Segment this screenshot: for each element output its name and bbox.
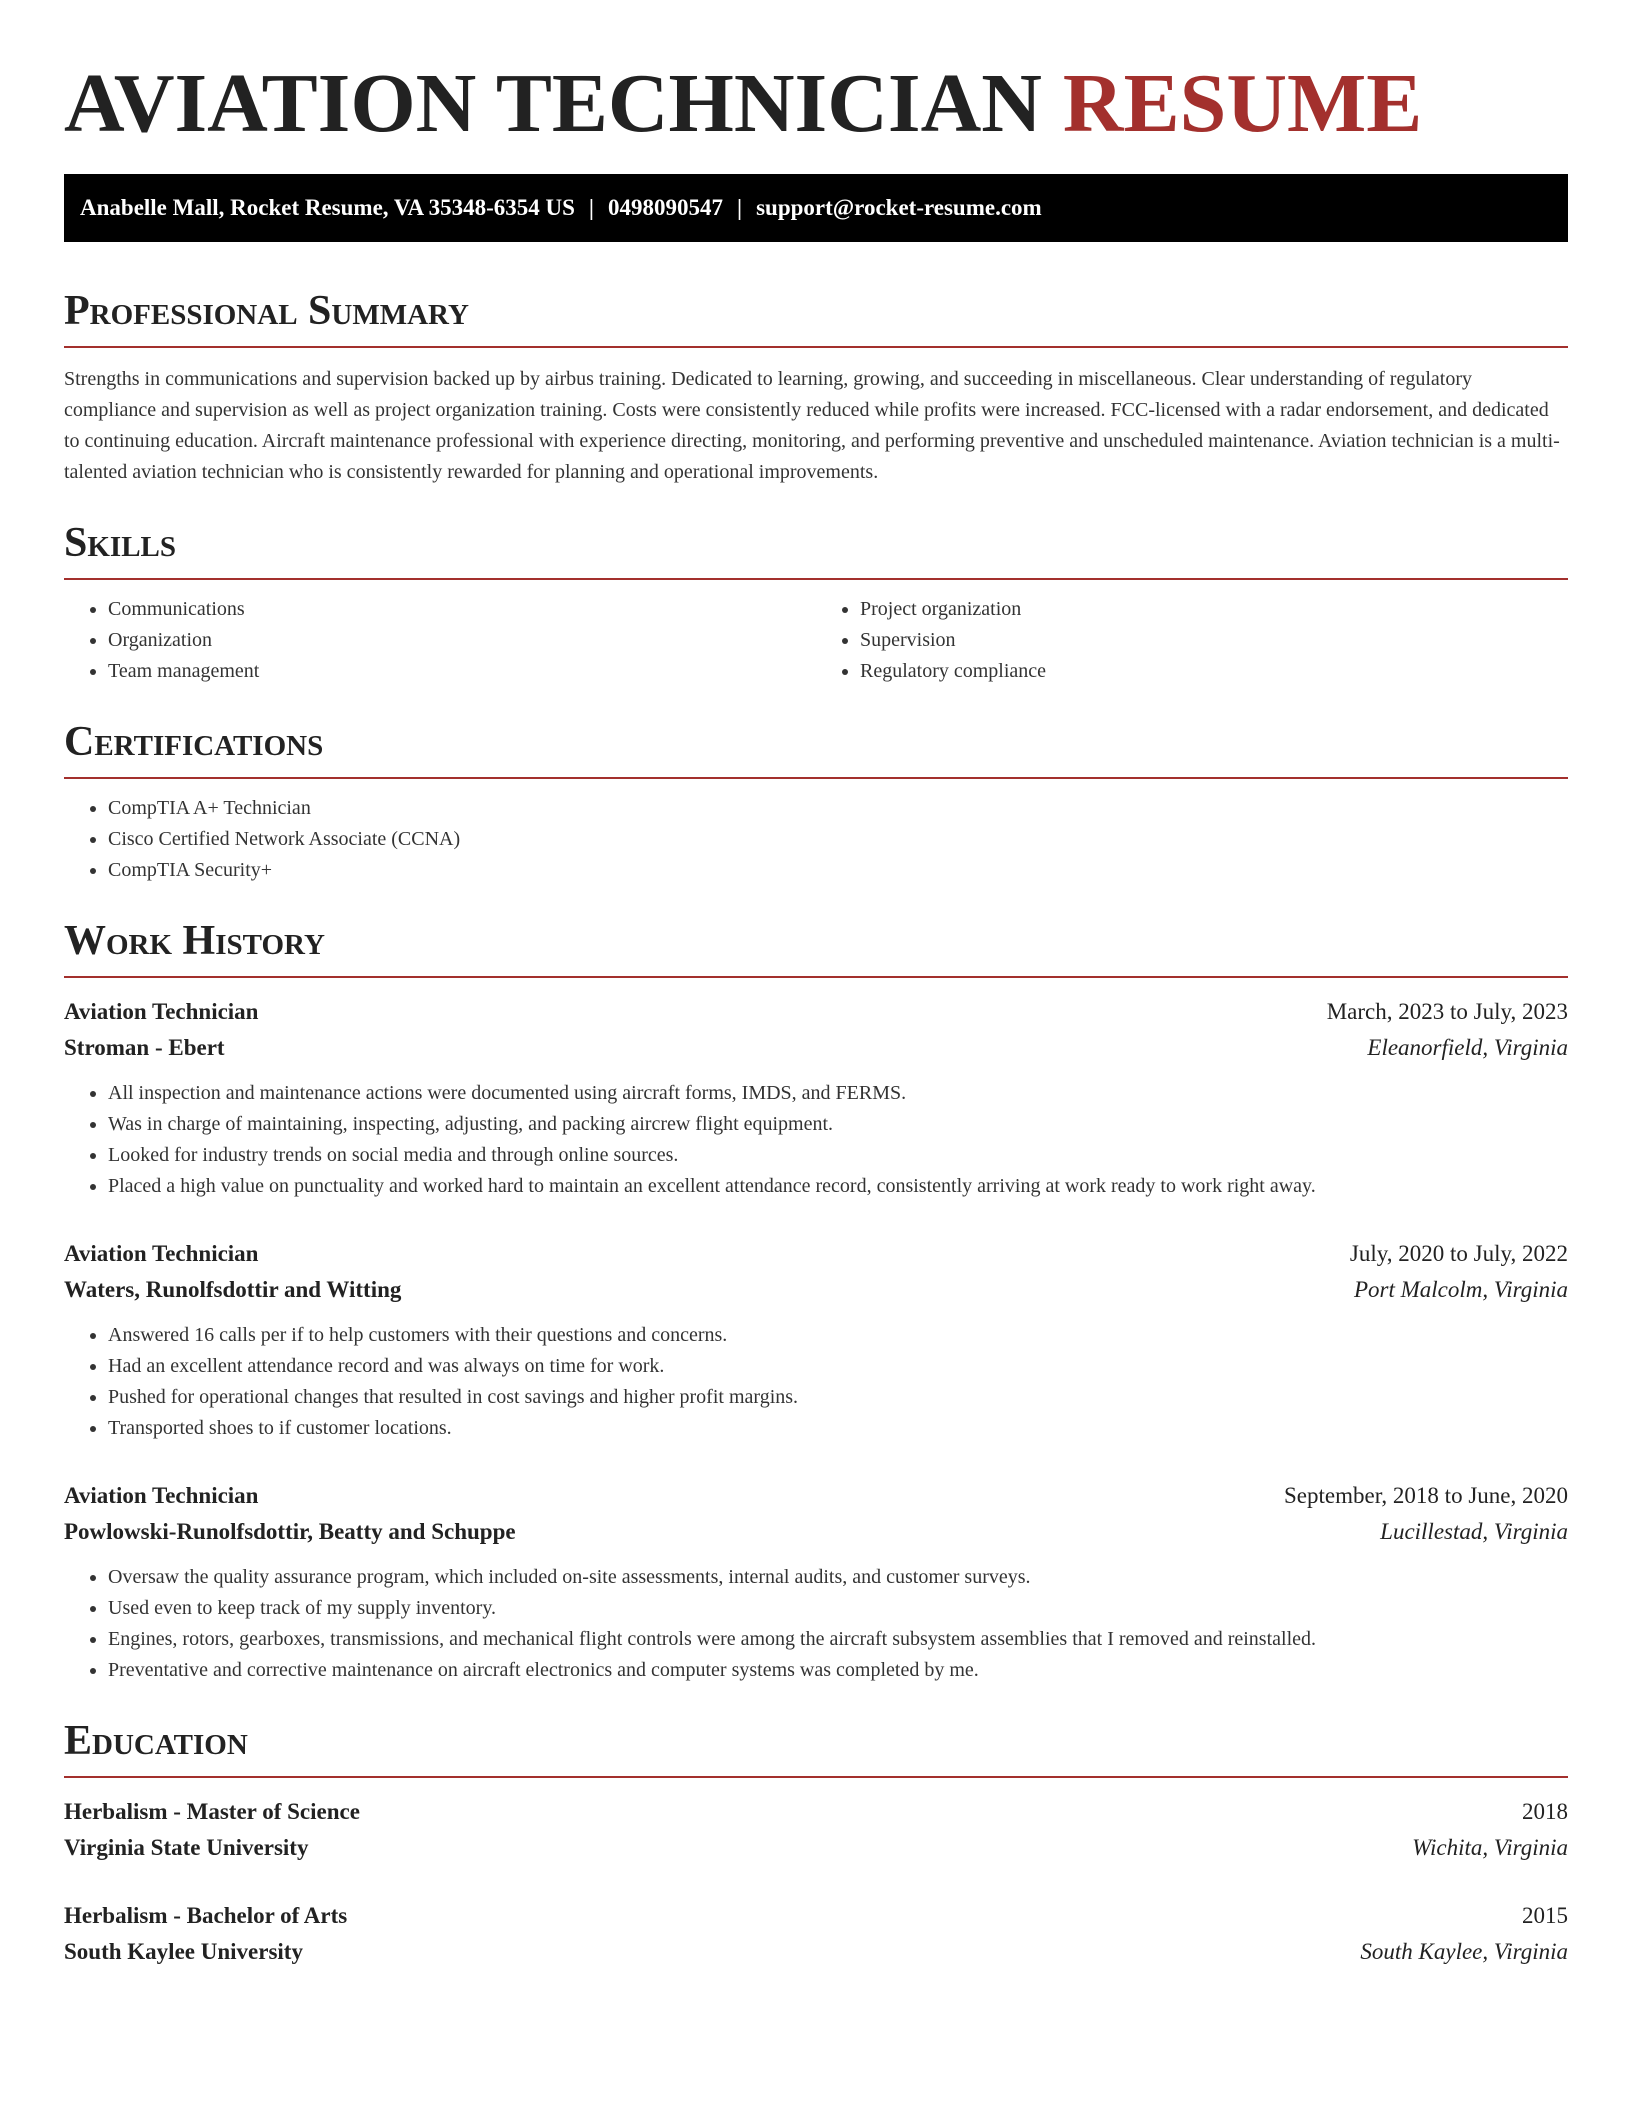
job-location: Port Malcolm, Virginia [1353, 1277, 1568, 1302]
education-degree: Herbalism - Master of Science [64, 1799, 360, 1824]
section-heading: Education [64, 1716, 1568, 1778]
section-heading: Work History [64, 916, 1568, 978]
certification-item: • Cisco Certified Network Associate (CCNA) [108, 824, 1568, 855]
education-school: South Kaylee University [64, 1939, 303, 1964]
skill-item: • Communications [108, 594, 816, 625]
education-location: Wichita, Virginia [1412, 1835, 1568, 1860]
education-degree-row [64, 1898, 1568, 1934]
certifications-section [64, 717, 1568, 886]
job-bullet: • Placed a high value on punctuality and worked hard to maintain an excellent attendance record, consistently arriving at work ready to work right away. [108, 1171, 1568, 1202]
education-degree-row [64, 1794, 1568, 1830]
education-entry [64, 1898, 1568, 1970]
job-header-row [64, 994, 1568, 1030]
job-dates: March, 2023 to July, 2023 [1326, 999, 1568, 1024]
job-company-row [64, 1514, 1568, 1550]
section-heading: Certifications [64, 717, 1568, 779]
certifications-list [64, 793, 1568, 886]
education-school-row [64, 1934, 1568, 1970]
contact-phone: 0498090547 [608, 195, 723, 220]
job-header-row [64, 1236, 1568, 1272]
job-location: Lucillestad, Virginia [1380, 1519, 1568, 1544]
job-company: Stroman - Ebert [64, 1035, 225, 1060]
job-company: Waters, Runolfsdottir and Witting [64, 1277, 402, 1302]
title-main: AVIATION TECHNICIAN [64, 57, 1042, 150]
job-bullets [64, 1078, 1568, 1202]
skills-list-left [64, 594, 816, 687]
education-year: 2015 [1522, 1903, 1568, 1928]
job-header-row [64, 1478, 1568, 1514]
skill-item: • Regulatory compliance [860, 656, 1568, 687]
certification-item: • CompTIA A+ Technician [108, 793, 1568, 824]
education-year: 2018 [1522, 1799, 1568, 1824]
job-bullet: • Transported shoes to if customer locations. [108, 1413, 1568, 1444]
job-location: Eleanorfield, Virginia [1367, 1035, 1568, 1060]
job-dates: July, 2020 to July, 2022 [1349, 1241, 1568, 1266]
job-bullet: • Had an excellent attendance record and was always on time for work. [108, 1351, 1568, 1382]
job-bullets [64, 1320, 1568, 1444]
skill-item: • Supervision [860, 625, 1568, 656]
education-school-row [64, 1830, 1568, 1866]
contact-email: support@rocket-resume.com [756, 195, 1042, 220]
job-entry [64, 1236, 1568, 1444]
education-degree: Herbalism - Bachelor of Arts [64, 1903, 348, 1928]
section-heading: Skills [64, 518, 1568, 580]
certification-item: • CompTIA Security+ [108, 855, 1568, 886]
job-bullet: • Used even to keep track of my supply inventory. [108, 1593, 1568, 1624]
job-bullet: • All inspection and maintenance actions were documented using aircraft forms, IMDS, and FERMS. [108, 1078, 1568, 1109]
skill-item: • Organization [108, 625, 816, 656]
job-title: Aviation Technician [64, 999, 259, 1024]
job-bullet: • Was in charge of maintaining, inspecting, adjusting, and packing aircrew flight equipment. [108, 1109, 1568, 1140]
skills-section [64, 518, 1568, 687]
education-entry [64, 1794, 1568, 1866]
title-accent: RESUME [1062, 57, 1423, 150]
job-company: Powlowski-Runolfsdottir, Beatty and Schuppe [64, 1519, 516, 1544]
skill-item: • Project organization [860, 594, 1568, 625]
job-bullet: • Engines, rotors, gearboxes, transmissions, and mechanical flight controls were among the aircraft subsystem assemblies that I removed and reinstalled. [108, 1624, 1568, 1655]
contact-bar [64, 174, 1568, 242]
summary-section [64, 286, 1568, 488]
job-company-row [64, 1272, 1568, 1308]
job-bullets [64, 1562, 1568, 1686]
skills-grid [64, 594, 1568, 687]
job-title: Aviation Technician [64, 1483, 259, 1508]
job-bullet: • Preventative and corrective maintenance on aircraft electronics and computer systems was completed by me. [108, 1655, 1568, 1686]
education-section [64, 1716, 1568, 1970]
job-bullet: • Oversaw the quality assurance program, which included on-site assessments, internal audits, and customer surveys. [108, 1562, 1568, 1593]
education-school: Virginia State University [64, 1835, 309, 1860]
job-bullet: • Pushed for operational changes that resulted in cost savings and higher profit margins. [108, 1382, 1568, 1413]
summary-text: Strengths in communications and supervision backed up by airbus training. Dedicated to learning, growing, and succeeding in miscellaneous. Clear understanding of regulatory compliance and supervision as well as project organization training. Costs were consistently reduced while profits were increased. FCC-licensed with a radar endorsement, and dedicated to continuing education. Aircraft maintenance professional with experience directing, monitoring, and performing preventive and unscheduled maintenance. Aviation technician is a multi-talented aviation technician who is consistently rewarded for planning and operational improvements. [64, 368, 1560, 483]
section-heading: Professional Summary [64, 286, 1568, 348]
education-location: South Kaylee, Virginia [1360, 1939, 1568, 1964]
job-company-row [64, 1030, 1568, 1066]
job-entry [64, 1478, 1568, 1686]
job-bullet: • Looked for industry trends on social media and through online sources. [108, 1140, 1568, 1171]
resume-title [64, 56, 1568, 152]
contact-address: Anabelle Mall, Rocket Resume, VA 35348-6354 US [80, 195, 575, 220]
contact-separator: | [588, 195, 594, 220]
contact-separator: | [737, 195, 743, 220]
skill-item: • Team management [108, 656, 816, 687]
job-title: Aviation Technician [64, 1241, 259, 1266]
job-dates: September, 2018 to June, 2020 [1284, 1483, 1568, 1508]
work-history-section [64, 916, 1568, 1686]
job-bullet: • Answered 16 calls per if to help customers with their questions and concerns. [108, 1320, 1568, 1351]
job-entry [64, 994, 1568, 1202]
skills-list-right [816, 594, 1568, 687]
